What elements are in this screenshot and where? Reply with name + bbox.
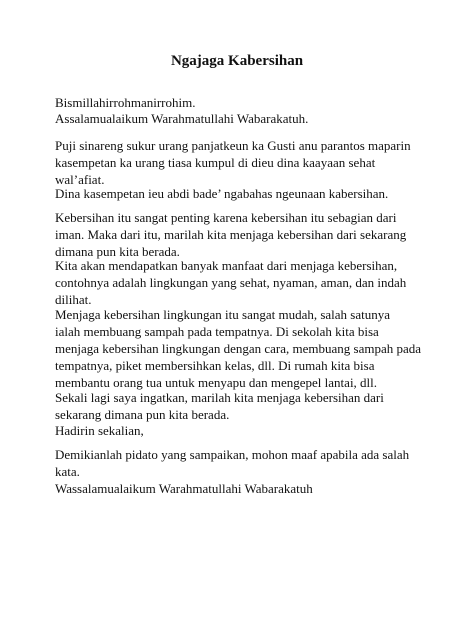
paragraph-importance: Kebersihan itu sangat penting karena kebersihan itu sebagian dari iman. Maka dari itu, marilah kita menjaga kebersihan dari sekarang dimana pun kita berada. xyxy=(55,210,407,259)
paragraph-farewell: Wassalamualaikum Warahmatullahi Wabarakatuh xyxy=(55,481,313,496)
paragraph-audience: Hadirin sekalian, xyxy=(55,423,144,438)
paragraph-topic: Dina kasempetan ieu abdi bade’ ngabahas ngeunaan kabersihan. xyxy=(55,186,389,201)
paragraph-opening: Bismillahirrohmanirrohim. xyxy=(55,95,196,110)
paragraph-examples: Menjaga kebersihan lingkungan itu sangat mudah, salah satunya ialah membuang sampah pada tempatnya. Di sekolah kita bisa menjaga kebersihan lingkungan dengan cara, membuang sampah pada tempatnya, piket membersihkan kelas, dll. Di rumah kita bisa membantu orang tua untuk menyapu dan mengepel lantai, dll. xyxy=(55,307,422,390)
paragraph-closing: Demikianlah pidato yang sampaikan, mohon maaf apabila ada salah kata. xyxy=(55,447,410,479)
paragraph-reminder: Sekali lagi saya ingatkan, marilah kita menjaga kebersihan dari sekarang dimana pun kita berada. xyxy=(55,390,384,422)
paragraph-gratitude: Puji sinareng sukur urang panjatkeun ka Gusti anu parantos maparin kasempetan ka urang tiasa kumpul di dieu dina kaayaan sehat wal’afiat. xyxy=(55,138,411,187)
document-title: Ngajaga Kabersihan xyxy=(170,53,304,69)
paragraph-greeting: Assalamualaikum Warahmatullahi Wabarakatuh. xyxy=(55,111,309,126)
paragraph-benefits: Kita akan mendapatkan banyak manfaat dari menjaga kebersihan, contohnya adalah lingkungan yang sehat, nyaman, aman, dan indah dilihat. xyxy=(55,258,407,307)
